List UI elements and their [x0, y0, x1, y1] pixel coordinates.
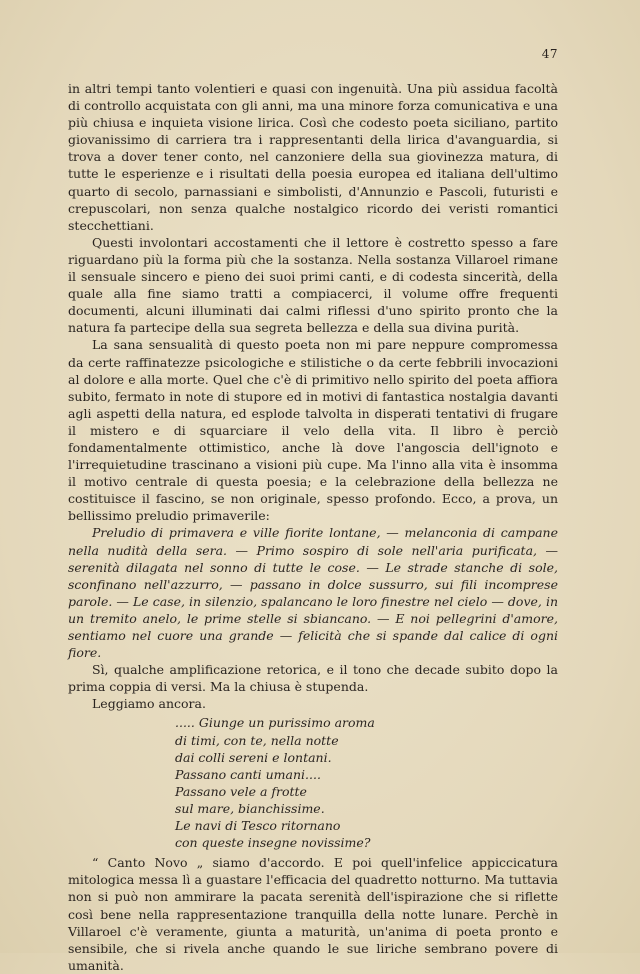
page-body — [68, 80, 558, 974]
paragraph-7: “ Canto Novo „ siamo d'accordo. E poi quell'infelice appiccicatura mitologica messa lì a guastare l'efficacia del quadretto notturno. Ma tuttavia non si può non ammirare la pacata serenità dell'ispirazione che si riflette così bene nella rappresentazione tranquilla della notte lunare. Perchè in Villaroel c'è veramente, giunta a maturità, un'anima di poeta pronto e sensibile, che si rivela anche quando le sue liriche sembrano povere di umanità. — [68, 855, 558, 973]
paragraph-6: Leggiamo ancora. — [92, 696, 206, 712]
poem-line: Passano canti umani.... — [175, 766, 321, 782]
poem-line: sul mare, bianchissime. — [175, 800, 325, 816]
page-number: 47 — [541, 47, 558, 61]
quoted-prelude: Preludio di primavera e ville fiorite lontane, — melanconia di campane nella nudità della sera. — Primo sospiro di sole nell'aria purificata, — serenità dilagata nel sonno di tutte le cose. — Le strade stanche di sole, sconfinano nell'azzurro, — passano in dolce sussurro, sui fili incomprese parole. — Le case, in silenzio, spalancano le loro finestre nel cielo — dove, in un tremito anelo, le prime stelle si sbiancano. — E noi pellegrini d'amore, sentiamo nel cuore una grande — felicità che si spande dal calice di ogni fiore. — [68, 525, 558, 661]
poem-line: dai colli sereni e lontani. — [175, 749, 332, 765]
poem-line: di timi, con te, nella notte — [175, 732, 339, 748]
poem-line: Passano vele a frotte — [175, 783, 307, 799]
paragraph-5: Sì, qualche amplificazione retorica, e il tono che decade subito dopo la prima coppia di versi. Ma la chiusa è stupenda. — [68, 662, 558, 695]
poem-line: con queste insegne novissime? — [175, 835, 371, 851]
paragraph-3: La sana sensualità di questo poeta non mi pare neppure compromessa da certe raffinatezze psicologiche e stilistiche o da certe febbrili invocazioni al dolore e alla morte. Quel che c'è di primitivo nello spirito del poeta affiora subito, fermato in note di stupore ed in motivi di fantastica nostalgia davanti agli aspetti della natura, ed esplode talvolta in disperati tentativi di frugare il mistero e di squarciare il velo della vita. Il libro è perciò fondamentalmente ottimistico, anche là dove l'angoscia dell'ignoto e l'irrequietudine trascinano a visioni più cupe. Ma l'inno alla vita è insomma il motivo centrale di questa poesia; e la celebrazione della bellezza ne costituisce il fascino, se non originale, spesso profondo. Ecco, a prova, un bellissimo preludio primaverile: — [68, 337, 558, 524]
poem-excerpt — [175, 714, 558, 851]
paragraph-1: in altri tempi tanto volentieri e quasi con ingenuità. Una più assidua facoltà di controllo acquistata con gli anni, ma una minore forza comunicativa e una più chiusa e inquieta visione lirica. Così che codesto poeta siciliano, partito giovanissimo di carriera tra i rappresentanti della lirica d'avanguardia, si trova a dover tener conto, nel canzoniere della sua giovinezza matura, di tutte le esperienze e i risultati della poesia europea ed italiana dell'ultimo quarto di secolo, parnassiani e simbolisti, d'Annunzio e Pascoli, futuristi e crepuscolari, non senza qualche nostalgico ricordo dei veristi romantici stecchettiani. — [68, 81, 558, 233]
poem-line: ..... Giunge un purissimo aroma — [175, 715, 375, 731]
paragraph-2: Questi involontari accostamenti che il lettore è costretto spesso a fare riguardano più la forma più che la sostanza. Nella sostanza Villaroel rimane il sensuale sincero e pieno dei suoi primi canti, e di codesta sincerità, della quale alla fine siamo tratti a compiacerci, il volume offre frequenti documenti, alcuni illuminati dai calmi riflessi d'uno spirito pronto che la natura fa partecipe della sua segreta bellezza e della sua divina purità. — [68, 234, 558, 336]
poem-line: Le navi di Tesco ritornano — [175, 818, 341, 834]
